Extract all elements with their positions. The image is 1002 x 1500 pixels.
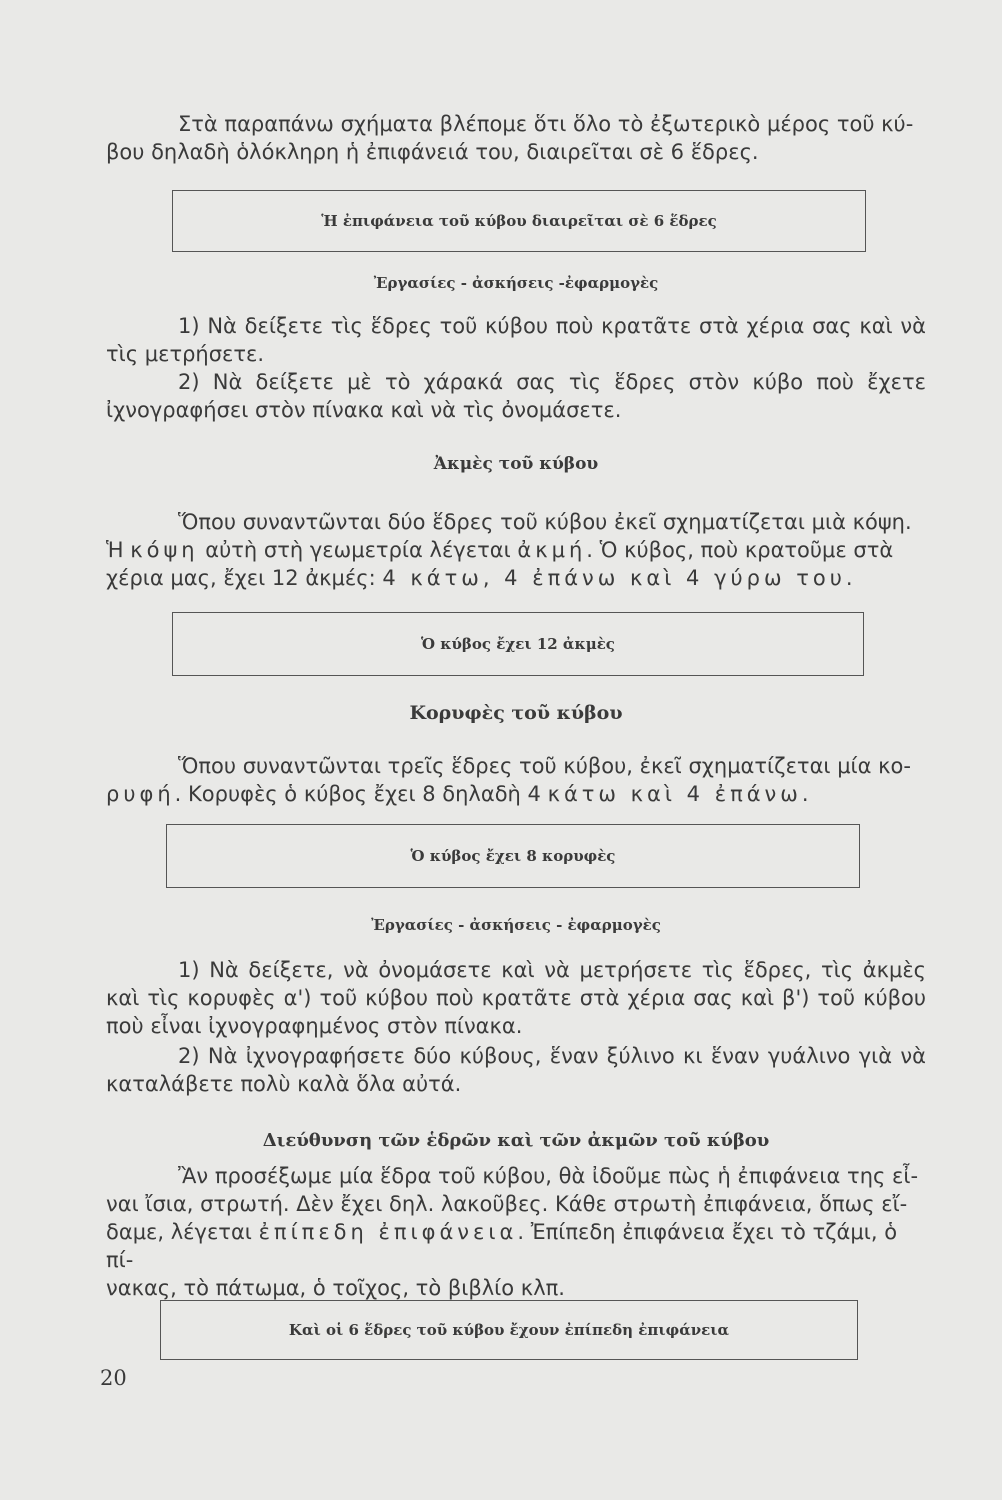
definition-box-faces [172, 190, 866, 252]
intro-paragraph [106, 110, 926, 166]
vertices-paragraph [106, 752, 926, 808]
exercise-1-item-2: 2) Νὰ δείξετε μὲ τὸ χάρακά σας τὶς ἕδρες στὸν κύβο ποὺ ἔχετε ἰχνογραφήσει στὸν πίνακα καὶ νὰ τὶς ὀνομάσετε. [106, 370, 926, 422]
direction-line-4: νακας, τὸ πάτωμα, ὁ τοῖχος, τὸ βιβλίο κλπ. [106, 1276, 565, 1300]
edges-line-3 [106, 564, 926, 592]
vertices-line-1: Ὅπου συναντῶνται τρεῖς ἕδρες τοῦ κύβου, ἐκεῖ σχηματίζεται μία κο- [178, 754, 911, 778]
vertices-heading: Κορυφὲς τοῦ κύβου [409, 702, 623, 724]
direction-heading: Διεύθυνση τῶν ἑδρῶν καὶ τῶν ἀκμῶν τοῦ κύβου [262, 1130, 770, 1151]
direction-line-3-start: δαμε, λέγεται [106, 1220, 259, 1244]
vertices-line-2-mid: . Κορυφὲς ὁ κύβος ἔχει 8 δηλαδὴ 4 [174, 782, 548, 806]
definition-box-vertices-text: Ὁ κύβος ἔχει 8 κορυφὲς [410, 847, 616, 865]
exercise-1-item-1: 1) Νὰ δείξετε τὶς ἕδρες τοῦ κύβου ποὺ κρατᾶτε στὰ χέρια σας καὶ νὰ τὶς μετρήσετε. [106, 314, 926, 366]
term-akmi: ἀκμή [517, 538, 587, 562]
definition-box-flat-surface [160, 1300, 858, 1360]
exercise-2-item-1: 1) Νὰ δείξετε, νὰ ὀνομάσετε καὶ νὰ μετρήσετε τὶς ἕδρες, τὶς ἀκμὲς καὶ τὶς κορυφὲς α') τοῦ κύβου ποὺ κρατᾶτε στὰ χέρια σας καὶ β') τοῦ κύβου ποὺ εἶναι ἰχνογραφημένος στὸν πίνακα. [106, 958, 926, 1038]
term-kopsi: κόψη [130, 538, 199, 562]
edges-line-2-start: Ἡ [106, 538, 131, 562]
exercises-heading-2: Ἐργασίες - ἀσκήσεις - ἐφαρμογὲς [371, 916, 661, 934]
edges-heading: Ἀκμὲς τοῦ κύβου [433, 454, 599, 474]
direction-line-3 [106, 1218, 926, 1274]
edges-line-2-end: . Ὁ κύβος, ποὺ κρατοῦμε στὰ [586, 538, 894, 562]
edges-line-1: Ὅπου συναντῶνται δύο ἕδρες τοῦ κύβου ἐκεῖ σχηματίζεται μιὰ κόψη. [178, 510, 912, 534]
edges-line-2 [106, 536, 926, 564]
edges-line-3-start: χέρια μας, ἔχει 12 ἀκμές: [106, 566, 383, 590]
definition-box-faces-text: Ἡ ἐπιφάνεια τοῦ κύβου διαιρεῖται σὲ 6 ἕδρες [321, 212, 717, 230]
direction-paragraph [106, 1162, 926, 1302]
intro-line-1: Στὰ παραπάνω σχήματα βλέπομε ὅτι ὅλο τὸ ἐξωτερικὸ μέρος τοῦ κύ- [178, 112, 914, 136]
intro-line-2: βου δηλαδὴ ὁλόκληρη ἡ ἐπιφάνειά του, διαιρεῖται σὲ 6 ἕδρες. [106, 140, 759, 164]
direction-line-3-end: . Ἐπίπεδη ἐπιφάνεια ἔχει τὸ τζάμι, ὁ πί- [106, 1220, 898, 1272]
direction-line-2: ναι ἴσια, στρωτή. Δὲν ἔχει δηλ. λακοῦβες. Κάθε στρωτὴ ἐπιφάνεια, ὅπως εἴ- [106, 1192, 908, 1216]
definition-box-vertices [166, 824, 860, 888]
definition-box-flat-surface-text: Καὶ οἱ 6 ἕδρες τοῦ κύβου ἔχουν ἐπίπεδη ἐπιφάνεια [288, 1321, 730, 1339]
direction-line-1: Ἂν προσέξωμε μία ἕδρα τοῦ κύβου, θὰ ἰδοῦμε πὼς ἡ ἐπιφάνεια της εἶ- [178, 1164, 919, 1188]
edges-count-detail: 4 κάτω, 4 ἐπάνω καὶ 4 γύρω του. [382, 566, 857, 590]
term-epipedi-epifaneia: ἐπίπεδη ἐπιφάνεια [258, 1220, 518, 1244]
vertices-count-detail: κάτω καὶ 4 ἐπάνω. [547, 782, 813, 806]
edges-line-2-mid: αὐτὴ στὴ γεωμετρία λέγεται [198, 538, 518, 562]
exercises-heading-1: Ἐργασίες - ἀσκήσεις -ἐφαρμογὲς [373, 274, 659, 292]
definition-box-edges-text: Ὁ κύβος ἔχει 12 ἀκμὲς [421, 635, 615, 653]
definition-box-edges [172, 612, 864, 676]
term-koryfi: ρυφή [106, 782, 175, 806]
edges-paragraph [106, 508, 926, 592]
page-number: 20 [100, 1366, 127, 1390]
exercise-2-item-2: 2) Νὰ ἰχνογραφήσετε δύο κύβους, ἕναν ξύλινο κι ἕναν γυάλινο γιὰ νὰ καταλάβετε πολὺ καλὰ ὅλα αὐτά. [106, 1044, 926, 1096]
vertices-line-2 [106, 780, 926, 808]
